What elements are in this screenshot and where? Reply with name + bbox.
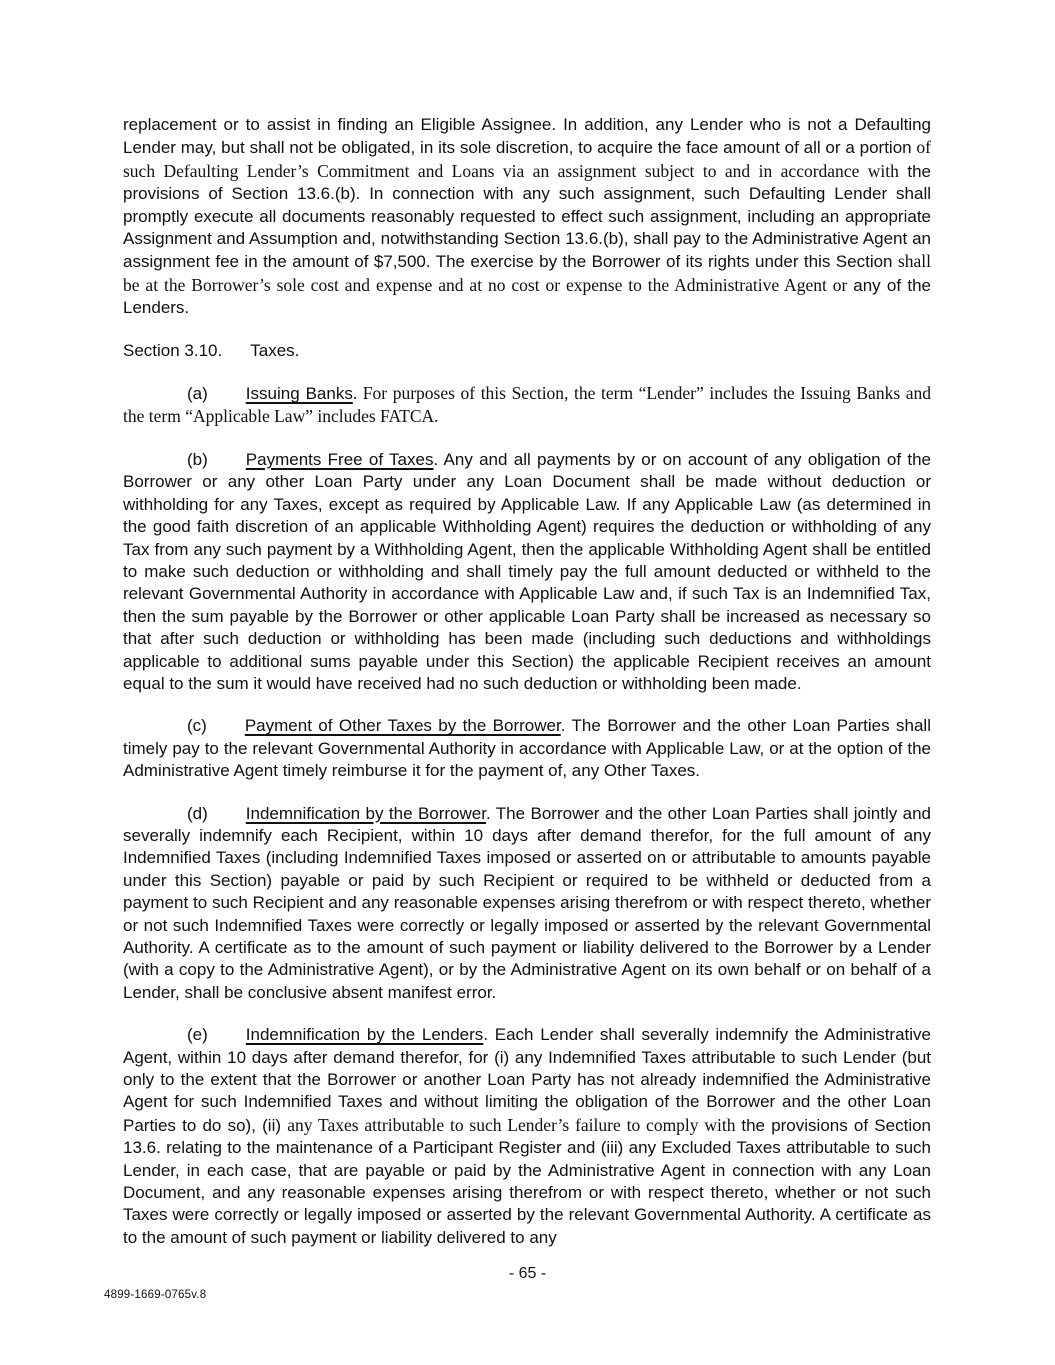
paragraph-e-body-2: the provisions of Section 13.6. relating to the maintenance of a Participant Register and (iii) any Excluded Taxes attributable to such Lender, in each case, that are payable or paid by the Administrative Agent in connection with any Loan Document, and any reasonable expenses arising therefrom or with respect thereto, whether or not such Taxes were correctly or legally imposed or asserted by the relevant Governmental Authority. A certificate as to the amount of such payment or liability delivered to any — [123, 1115, 931, 1247]
paragraph-e-label: (e) — [187, 1025, 208, 1045]
paragraph-c-heading: Payment of Other Taxes by the Borrower — [244, 716, 561, 736]
paragraph-b-heading: Payments Free of Taxes — [245, 449, 434, 469]
paragraph-continuation-text-1: replacement or to assist in finding an Eligible Assignee. In addition, any Lender who is not a Defaulting Lender may, but shall not be obligated, in its sole discretion, to acquire the face amount of all or a portion — [123, 115, 931, 158]
paragraph-continuation-text-2: the provisions of Section 13.6.(b). In connection with any such assignment, such Defaulting Lender shall promptly execute all documents reasonably requested to effect such assignment, including an appropriate Assignment and Assumption and, notwithstanding Section 13.6.(b), shall pay to the Administrative Agent an assignment fee in the amount of $7,500. The exercise by the Borrower of its rights under this Section — [123, 161, 931, 272]
paragraph-e-body-1: . Each Lender shall severally indemnify the Administrative Agent, within 10 days after demand therefor, for (i) any Indemnified Taxes attributable to such Lender (but only to the extent that the Borrower or another Loan Party has not already indemnified the Administrative Agent for such Indemnified Taxes and without limiting the obligation of the Borrower and the other Loan Parties to do so), (ii) — [123, 1025, 931, 1135]
paragraph-d-body: . The Borrower and the other Loan Parties shall jointly and severally indemnify each Recipient, within 10 days after demand therefor, for the full amount of any Indemnified Taxes (including Indemnified Taxes imposed or asserted on or attributable to amounts payable under this Section) payable or paid by such Recipient or required to be withheld or deducted from a payment to such Recipient and any reasonable expenses arising therefrom or with respect thereto, whether or not such Indemnified Taxes were correctly or legally imposed or asserted by the relevant Governmental Authority. A certificate as to the amount of such payment or liability delivered to the Borrower by a Lender (with a copy to the Administrative Agent), or by the Administrative Agent on its own behalf or on behalf of a Lender, shall be conclusive absent manifest error. — [123, 803, 931, 1002]
paragraph-e — [123, 1024, 931, 1249]
paragraph-e-heading: Indemnification by the Lenders — [245, 1025, 484, 1045]
paragraph-continuation-serif-1: of such Defaulting Lender’s Commitment and Loans via an assignment subject to and in accordance with — [123, 137, 931, 181]
section-title: Taxes. — [250, 340, 300, 360]
document-id: 4899-1669-0765v.8 — [104, 1289, 207, 1301]
paragraph-b — [123, 449, 931, 695]
paragraph-c — [123, 715, 931, 782]
paragraph-c-label: (c) — [187, 716, 207, 736]
paragraph-b-label: (b) — [187, 449, 208, 469]
paragraph-d-heading: Indemnification by the Borrower — [245, 803, 486, 823]
paragraph-a-body: . For purposes of this Section, the term “Lender” includes the Issuing Banks and the term “Applicable Law” includes FATCA. — [123, 383, 931, 427]
paragraph-continuation-serif-2: shall be at the Borrower’s sole cost and expense and at no cost or expense to the Administrative Agent or — [123, 251, 931, 295]
paragraph-a — [123, 382, 931, 429]
paragraph-b-body: . Any and all payments by or on account of any obligation of the Borrower or any other Loan Party under any Loan Document shall be made without deduction or withholding for any Taxes, except as required by Applicable Law. If any Applicable Law (as determined in the good faith discretion of an applicable Withholding Agent) requires the deduction or withholding of any Tax from any such payment by a Withholding Agent, then the applicable Withholding Agent shall be entitled to make such deduction or withholding and shall timely pay the full amount deducted or withheld to the relevant Governmental Authority in accordance with Applicable Law and, if such Tax is an Indemnified Tax, then the sum payable by the Borrower or other applicable Loan Party shall be increased as necessary so that after such deduction or withholding has been made (including such deductions and withholdings applicable to additional sums payable under this Section) the applicable Recipient receives an amount equal to the sum it would have received had no such deduction or withholding been made. — [123, 449, 931, 693]
paragraph-d-label: (d) — [187, 803, 208, 823]
paragraph-c-body: . The Borrower and the other Loan Parties shall timely pay to the relevant Governmental Authority in accordance with Applicable Law, or at the option of the Administrative Agent timely reimburse it for the payment of, any Other Taxes. — [123, 716, 931, 781]
page-number: - 65 - — [508, 1265, 547, 1282]
paragraph-a-heading: Issuing Banks — [245, 384, 353, 404]
paragraph-d — [123, 803, 931, 1005]
paragraph-continuation — [123, 114, 931, 320]
section-number: Section 3.10. — [123, 340, 223, 360]
document-body — [123, 114, 931, 1249]
paragraph-e-body-serif: any Taxes attributable to such Lender’s failure to comply with — [287, 1114, 742, 1135]
paragraph-a-label: (a) — [187, 384, 208, 404]
paragraph-continuation-text-3: any of the Lenders. — [123, 275, 931, 318]
section-heading — [123, 340, 931, 362]
